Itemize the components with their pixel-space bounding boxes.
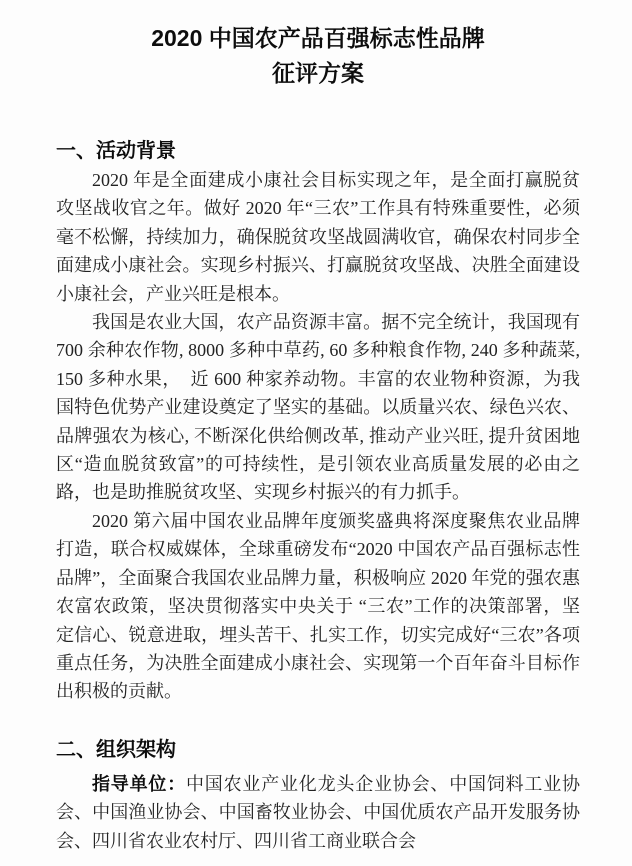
doc-title-line1: 2020 中国农产品百强标志性品牌: [151, 25, 485, 51]
paragraph-background-2: 我国是农业大国，农产品资源丰富。据不完全统计，我国现有 700 余种农作物, 8000 多种中草药, 60 多种粮食作物, 240 多种蔬菜, 150 多种水果， 近 600 种家养动物。丰富的农业物种资源，为我国特色优势产业建设奠定了坚实的基础。以质量兴农、绿色兴农、品牌强农为核心, 不断深化供给侧改革, 推动产业兴旺, 提升贫困地区“造血脱贫致富”的可持续性，是引领农业高质量发展的必由之路，也是助推脱贫攻坚、实现乡村振兴的有力抓手。: [56, 312, 580, 503]
paragraph-background-3: 2020 第六届中国农业品牌年度颁奖盛典将深度聚焦农业品牌打造，联合权威媒体，全球重磅发布“2020 中国农产品百强标志性品牌”，全面聚合我国农业品牌力量，积极响应 2020 年党的强农惠农富农政策，坚决贯彻落实中央关于 “三农”工作的决策部署，坚定信心、锐意进取，埋头苦干、扎实工作，切实完成好“三农”各项重点任务，为决胜全面建成小康社会、实现第一个百年奋斗目标作出积极的贡献。: [56, 510, 580, 702]
paragraph-background-1: 2020 年是全面建成小康社会目标实现之年，是全面打赢脱贫攻坚战收官之年。做好 2020 年“三农”工作具有特殊重要性，必须毫不松懈，持续加力，确保脱贫攻坚战圆满收官，确保农村同步全面建成小康社会。实现乡村振兴、打赢脱贫攻坚战、决胜全面建设小康社会，产业兴旺是根本。: [56, 170, 580, 304]
doc-title: [56, 21, 580, 91]
guiding-units-text: 中国农业产业化龙头企业协会、中国饲料工业协会、中国渔业协会、中国畜牧业协会、中国优质农产品开发服务协会、四川省农业农村厅、四川省工商业联合会: [56, 773, 580, 851]
doc-title-line2: 征评方案: [272, 60, 364, 86]
guiding-units-label: 指导单位：: [92, 773, 186, 794]
section-heading-organization-structure: 二、组织架构: [56, 738, 176, 761]
section-heading-activity-background: 一、活动背景: [56, 140, 176, 162]
paragraph-guiding-units: [56, 770, 580, 855]
